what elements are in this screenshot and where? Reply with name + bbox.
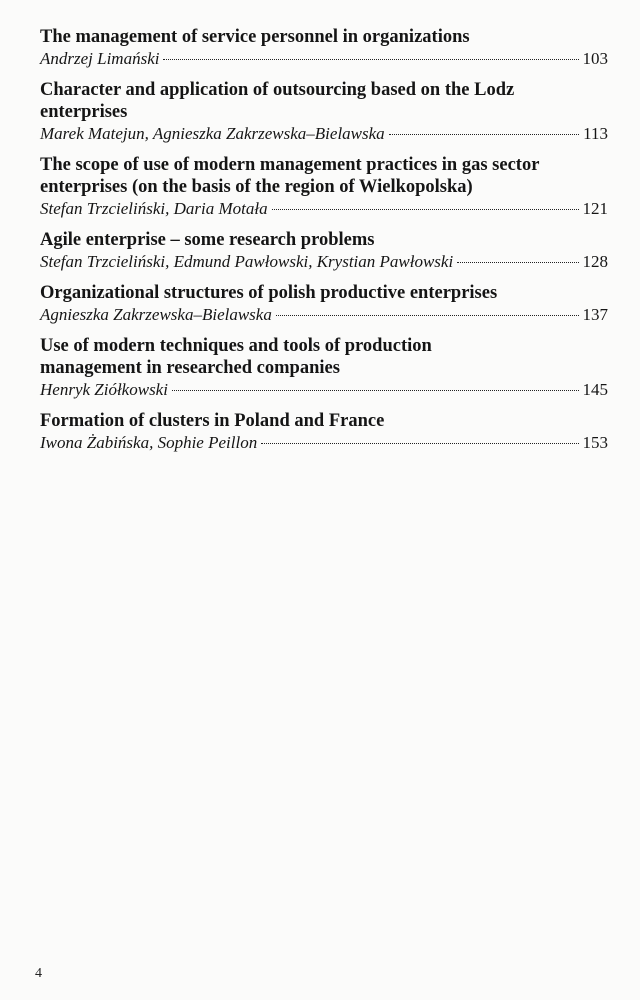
entry-line (40, 251, 608, 272)
entry-title: The management of service personnel in organizations (40, 27, 470, 47)
entry-authors: Marek Matejun, Agnieszka Zakrzewska–Bielawska (40, 124, 385, 143)
entry-title: Character and application of outsourcing based on the Lodz enterprises (40, 80, 515, 122)
entry-page-number: 153 (582, 433, 608, 452)
entry-line (40, 432, 608, 453)
entry-line (40, 123, 608, 144)
toc-entry (40, 79, 608, 144)
entry-page-number: 128 (582, 252, 608, 271)
dot-leader (276, 314, 579, 316)
table-of-contents (40, 26, 608, 463)
dot-leader (172, 389, 579, 391)
page-number: 4 (35, 966, 42, 981)
dot-leader (272, 208, 579, 210)
entry-authors: Stefan Trzcieliński, Edmund Pawłowski, Krystian Pawłowski (40, 252, 454, 271)
toc-entry (40, 410, 608, 453)
entry-authors: Henryk Ziółkowski (40, 380, 168, 399)
dot-leader (261, 442, 578, 444)
entry-authors: Andrzej Limański (40, 49, 160, 68)
entry-title: Use of modern techniques and tools of production management in researched companies (40, 336, 432, 378)
entry-line (40, 304, 608, 325)
entry-page-number: 103 (582, 49, 608, 68)
dot-leader (163, 58, 578, 60)
entry-title: The scope of use of modern management practices in gas sector enterprises (on the basis of the region of Wielkopolska) (40, 155, 540, 197)
entry-page-number: 113 (583, 124, 608, 143)
dot-leader (457, 261, 578, 263)
entry-authors: Agnieszka Zakrzewska–Bielawska (40, 305, 272, 324)
entry-title: Organizational structures of polish productive enterprises (40, 283, 498, 303)
entry-page-number: 121 (582, 199, 608, 218)
entry-line (40, 379, 608, 400)
toc-entry (40, 335, 608, 400)
entry-title: Formation of clusters in Poland and France (40, 411, 385, 431)
dot-leader (389, 133, 579, 135)
entry-authors: Iwona Żabińska, Sophie Peillon (40, 433, 258, 452)
entry-title: Agile enterprise – some research problems (40, 230, 375, 250)
toc-entry (40, 154, 608, 219)
toc-entry (40, 229, 608, 272)
entry-line (40, 198, 608, 219)
entry-authors: Stefan Trzcieliński, Daria Motała (40, 199, 268, 218)
entry-line (40, 48, 608, 69)
entry-page-number: 137 (582, 305, 608, 324)
toc-entry (40, 26, 608, 69)
toc-entry (40, 282, 608, 325)
entry-page-number: 145 (582, 380, 608, 399)
